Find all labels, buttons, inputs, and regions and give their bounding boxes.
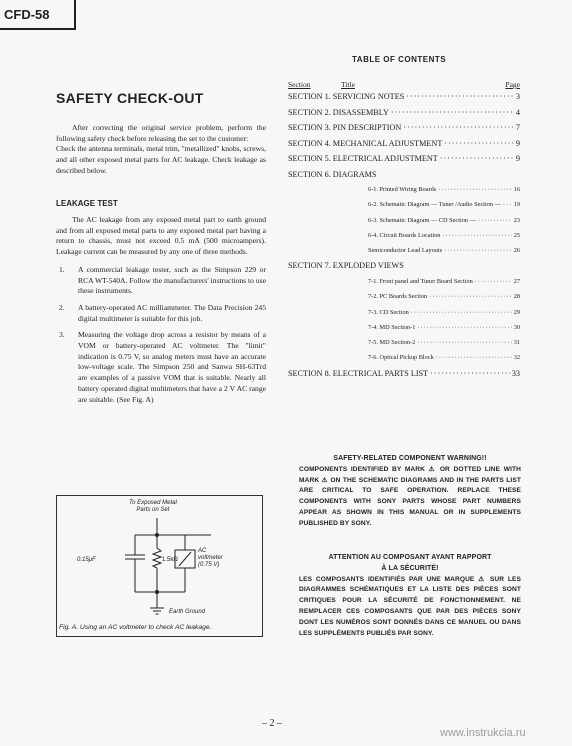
toc-row-title: 6-2. Schematic Diagram — Tuner /Audio Section — bbox=[368, 201, 501, 209]
circuit-diagram bbox=[57, 496, 262, 636]
toc-rows bbox=[288, 89, 520, 381]
safety-warning-en bbox=[299, 454, 521, 530]
page-number: – 2 – bbox=[262, 718, 282, 729]
warning-fr-title-2: À LA SÉCURITÉ! bbox=[381, 564, 439, 572]
toc-row bbox=[288, 366, 520, 382]
toc-row-title: SECTION 3. PIN DESCRIPTION bbox=[288, 123, 402, 132]
toc-row-title: 7-3. CD Section bbox=[368, 308, 409, 316]
toc-leader-dots bbox=[475, 274, 512, 289]
toc-leader-dots bbox=[442, 228, 511, 243]
leakage-paragraph: The AC leakage from any exposed metal part to earth ground and from all exposed metal parts to any exposed metal part having a return to chassis, must not exceed 0.5 mA (500 microampers). Leakage current can be measured by any one of three methods. bbox=[56, 215, 266, 257]
list-item: 3. Measuring the voltage drop across a resistor by means of a VOM or battery-operated AC voltmeter. The "limit" indication is 0.75 V, so analog meters must have an accurate low-voltage scale. The Simpson 250 and Sanwa SH-63Trd are examples of a passive VOM that is suitable. Nearly all battery operated digital multimeters that have a 2 V AC range are suitable. (See Fig. A) bbox=[59, 330, 266, 404]
toc-column-headers bbox=[288, 80, 520, 89]
toc-row bbox=[288, 151, 520, 167]
toc-row-title: 7-5. MD Section-2 bbox=[368, 339, 416, 347]
list-item: 2. A battery-operated AC milliammeter. The Data Precision 245 digital multimeter is suitable for this job. bbox=[59, 302, 266, 323]
toc-row-page: 9 bbox=[515, 154, 520, 163]
watermark: www.instrukcia.ru bbox=[440, 727, 526, 739]
toc-row-title: Semiconductor Lead Layouts bbox=[368, 247, 443, 255]
list-item: 1. A commercial leakage tester, such as the Simpson 229 or RCA WT-540A. Follow the manufacturers' instructions to use these instruments. bbox=[59, 264, 266, 296]
toc-row-title: SECTION 8. ELECTRICAL PARTS LIST bbox=[288, 368, 429, 378]
toc-row-title: SECTION 2. DISASSEMBLY bbox=[288, 107, 389, 117]
safety-intro bbox=[56, 123, 266, 177]
figure-a-circuit bbox=[56, 495, 263, 637]
voltmeter-label: AC voltmeter (0.75 V) bbox=[198, 548, 223, 568]
capacitor-label: 0.15μF bbox=[77, 557, 96, 563]
toc-row-page: 32 bbox=[513, 354, 520, 362]
toc-row bbox=[288, 136, 520, 152]
toc-row-page: 3 bbox=[515, 92, 520, 101]
toc-row-page: 31 bbox=[513, 339, 520, 347]
toc-row bbox=[288, 243, 520, 258]
toc-row-title: 7-2. PC Boards Section bbox=[368, 293, 428, 301]
toc-row-title: SECTION 6. DIAGRAMS bbox=[288, 169, 377, 179]
toc-leader-dots bbox=[430, 366, 510, 382]
toc-row-title: SECTION 4. MECHANICAL ADJUSTMENT bbox=[288, 138, 443, 148]
toc-row-title: 6-3. Schematic Diagram — CD Section — bbox=[368, 216, 476, 224]
toc-row-page: 30 bbox=[513, 323, 520, 331]
methods-list bbox=[56, 265, 266, 405]
toc-leader-dots bbox=[478, 213, 512, 228]
toc-col-title: Title bbox=[341, 80, 355, 89]
toc-row-title: 7-6. Optical Pickup Block bbox=[368, 354, 434, 362]
earth-ground-label: Earth Ground bbox=[169, 609, 206, 615]
toc-leader-dots bbox=[438, 182, 512, 197]
toc-row bbox=[288, 305, 520, 320]
toc-row-title: SECTION 5. ELECTRICAL ADJUSTMENT bbox=[288, 154, 438, 163]
safety-title: SAFETY CHECK-OUT bbox=[56, 90, 204, 106]
toc-row-page: 19 bbox=[513, 201, 520, 209]
toc-row-page: 33 bbox=[511, 368, 520, 378]
resistor-label: 1.5kΩ bbox=[162, 557, 178, 563]
toc-row bbox=[288, 320, 520, 335]
toc-row bbox=[288, 182, 520, 197]
toc-col-section: Section bbox=[288, 80, 311, 89]
toc-row bbox=[288, 274, 520, 289]
safety-warning-fr bbox=[299, 553, 521, 639]
toc-leader-dots bbox=[444, 243, 512, 258]
toc-row-page: 26 bbox=[513, 247, 520, 255]
toc-row-page: 27 bbox=[513, 277, 520, 285]
label-exposed-metal: To Exposed Metal Parts on Set bbox=[129, 500, 177, 513]
toc-row-page: 9 bbox=[515, 138, 520, 148]
toc-leader-dots bbox=[417, 320, 511, 335]
toc-row-title: SECTION 7. EXPLODED VIEWS bbox=[288, 261, 404, 271]
table-of-contents bbox=[288, 80, 520, 381]
toc-row-page: 29 bbox=[513, 308, 520, 316]
toc-row bbox=[288, 289, 520, 304]
intro-paragraph-2: Check the antenna terminals, metal trim, "metallized" knobs, screws, and all other exposed metal parts for AC leakage. Check leakage as described below. bbox=[56, 144, 266, 175]
toc-row bbox=[288, 167, 520, 183]
toc-leader-dots bbox=[406, 89, 514, 105]
toc-row-title: 7-1. Front panel and Tuner Board Section bbox=[368, 277, 473, 285]
leakage-body bbox=[56, 215, 266, 411]
toc-row-page: 4 bbox=[515, 107, 520, 117]
toc-row-page: 25 bbox=[513, 231, 520, 239]
toc-row-page: 7 bbox=[515, 123, 520, 132]
toc-row-page: 28 bbox=[513, 293, 520, 301]
toc-leader-dots bbox=[417, 335, 511, 350]
toc-row-page: 16 bbox=[513, 186, 520, 193]
toc-leader-dots bbox=[403, 120, 514, 136]
leakage-test-heading: LEAKAGE TEST bbox=[56, 199, 118, 208]
toc-row bbox=[288, 120, 520, 136]
toc-row-title: 7-4. MD Section-1 bbox=[368, 323, 416, 331]
toc-row bbox=[288, 105, 520, 121]
toc-leader-dots bbox=[429, 289, 512, 304]
toc-heading: TABLE OF CONTENTS bbox=[352, 55, 447, 64]
intro-paragraph: After correcting the original service problem, perform the following safety check before releasing the set to the customer: bbox=[56, 123, 266, 143]
toc-row bbox=[288, 228, 520, 243]
toc-row bbox=[288, 350, 520, 365]
toc-row bbox=[288, 258, 520, 274]
toc-row bbox=[288, 197, 520, 212]
warning-fr-body: LES COMPOSANTS IDENTIFIÉS PAR UNE MARQUE ⚠ SUR LES DIAGRAMMES SCHÉMATIQUES ET LA LISTE DES PIÈCES SONT CRITIQUES POUR LA SÉCURITÉ DE FONCTIONNEMENT. NE REMPLACER CES COMPOSANTS QUE PAR DES PIÈCES SONY DONT LES NUMÉROS SONT DONNÉS DANS CE MANUEL OU DANS LES SUPPLÉMENTS PUBLIÉS PAR SONY. bbox=[299, 575, 521, 637]
toc-leader-dots bbox=[444, 136, 514, 152]
toc-row bbox=[288, 335, 520, 350]
toc-row bbox=[288, 89, 520, 105]
warning-body: COMPONENTS IDENTIFIED BY MARK ⚠ OR DOTTED LINE WITH MARK ⚠ ON THE SCHEMATIC DIAGRAMS AND IN THE PARTS LIST ARE CRITICAL TO SAFE OPERATION. REPLACE THESE COMPONENTS WITH SONY PARTS WHOSE PART NUMBERS APPEAR AS SHOWN IN THIS MANUAL OR IN SUPPLEMENTS PUBLISHED BY SONY. bbox=[299, 465, 521, 527]
toc-leader-dots bbox=[391, 105, 514, 121]
toc-leader-dots bbox=[440, 151, 514, 167]
toc-row-page: 23 bbox=[513, 216, 520, 224]
model-number: CFD-58 bbox=[0, 0, 76, 30]
toc-row-title: SECTION 1. SERVICING NOTES bbox=[288, 92, 405, 101]
toc-leader-dots bbox=[503, 197, 512, 212]
toc-row bbox=[288, 213, 520, 228]
toc-row-title: 6-1. Printed Wiring Boards bbox=[368, 186, 437, 193]
figure-caption: Fig. A. Using an AC voltmeter to check AC leakage. bbox=[59, 624, 212, 631]
toc-row-title: 6-4. Circuit Boards Location bbox=[368, 231, 441, 239]
toc-col-page: Page bbox=[505, 80, 520, 89]
warning-fr-title-1: ATTENTION AU COMPOSANT AYANT RAPPORT bbox=[328, 554, 492, 561]
warning-title: SAFETY-RELATED COMPONENT WARNING!! bbox=[333, 455, 487, 462]
toc-leader-dots bbox=[411, 305, 512, 320]
toc-leader-dots bbox=[436, 350, 512, 365]
